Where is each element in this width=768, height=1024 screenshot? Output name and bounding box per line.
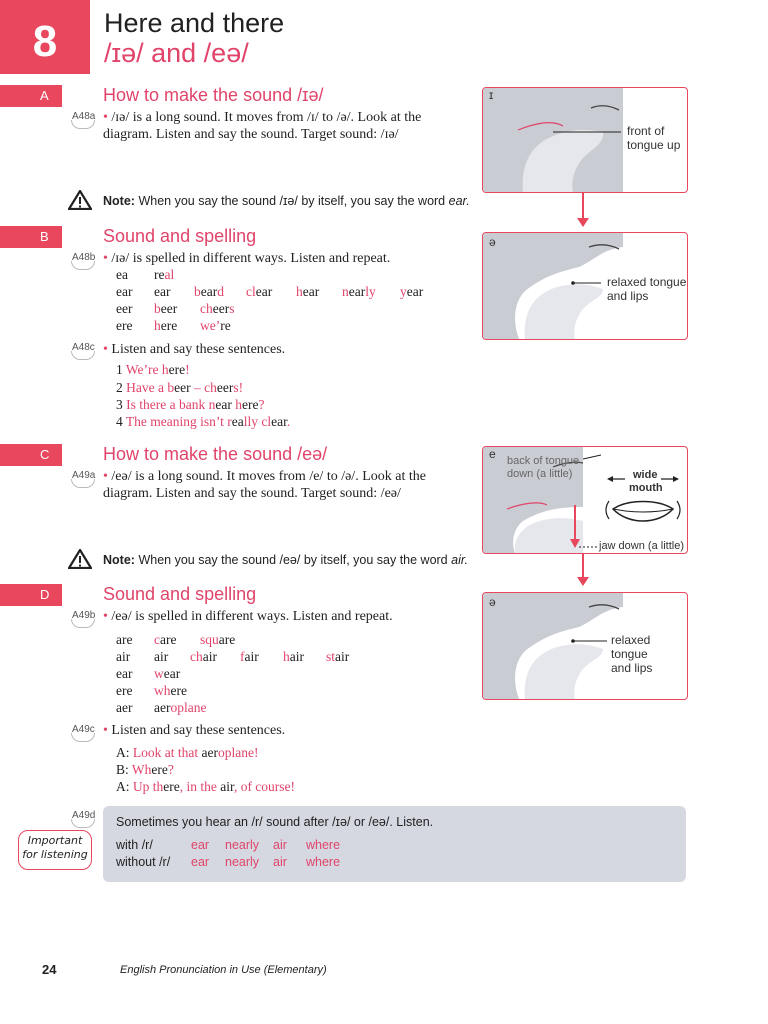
spelling-word: fair <box>240 649 259 664</box>
audio-track-a49a[interactable]: A49a <box>72 470 96 481</box>
spelling-label: ea <box>116 267 128 282</box>
spelling-label: air <box>116 649 131 664</box>
with-r-label: with /r/ <box>116 838 153 852</box>
section-a-heading: How to make the sound /ɪə/ <box>103 85 324 105</box>
audio-track-a48a[interactable]: A48a <box>72 111 96 122</box>
dialogue-line-3: A: Up there, in the air, of course! <box>116 779 296 794</box>
spelling-word: stair <box>326 649 350 664</box>
spelling-label: are <box>116 632 133 647</box>
spelling-word: air <box>154 649 169 664</box>
listen-word: ear <box>191 838 210 852</box>
spelling-word: hair <box>283 649 304 664</box>
dialogue-line-2: B: Where? <box>116 762 174 777</box>
diagram-label-jaw: jaw down (a little) <box>599 540 684 552</box>
section-b-intro2: • Listen and say these sentences. <box>103 342 286 357</box>
diagram-schwa-sound <box>482 232 688 340</box>
listen-word: where <box>306 855 341 869</box>
sentence-2: 2 Have a beer – cheers! <box>116 380 244 395</box>
listen-word: nearly <box>225 855 260 869</box>
listen-word: nearly <box>225 838 260 852</box>
audio-track-a48c[interactable]: A48c <box>72 342 95 353</box>
unit-subtitle: /ɪə/ and /eə/ <box>104 38 249 68</box>
arrow-head-icon <box>577 218 589 227</box>
bullet-icon: • <box>103 723 108 738</box>
section-c-tab: C <box>0 444 62 466</box>
spelling-word: hear <box>296 284 320 299</box>
spelling-word: wear <box>154 666 181 681</box>
diagram-label: relaxed tongue and lips <box>611 633 653 675</box>
sentence-3: 3 Is there a bank near here? <box>116 397 265 412</box>
spelling-label: ere <box>116 318 133 333</box>
spelling-word: aeroplane <box>154 700 207 715</box>
listen-word: where <box>306 838 341 852</box>
unit-number: 8 <box>32 17 58 66</box>
spelling-word: ear <box>154 284 171 299</box>
bullet-icon: • <box>103 110 108 125</box>
arrow-head-icon <box>577 577 589 586</box>
section-d-intro2: • Listen and say these sentences. <box>103 723 286 738</box>
bullet-icon: • <box>103 609 108 624</box>
book-title: English Pronunciation in Use (Elementary) <box>120 964 327 976</box>
spelling-word: beer <box>154 301 178 316</box>
spelling-word: square <box>200 632 236 647</box>
section-a-note: Note: When you say the sound /ɪə/ by itself, you say the word ear. <box>103 194 470 208</box>
spelling-word: cheers <box>200 301 235 316</box>
spelling-label: aer <box>116 700 133 715</box>
audio-track-a48b[interactable]: A48b <box>72 252 96 263</box>
section-a-text: • /ɪə/ is a long sound. It moves from /ɪ/ to /ə/. Look at the diagram. Listen and say the sound. Target sound: /ɪə/ <box>103 110 422 142</box>
spelling-word: year <box>400 284 424 299</box>
diagram-label-wide: wide <box>633 469 658 481</box>
sentence-4: 4 The meaning isn’t really clear. <box>116 414 291 429</box>
spelling-label: ear <box>116 666 133 681</box>
unit-title: Here and there <box>104 8 285 38</box>
diagram-label: relaxed tongue and lips <box>607 275 687 303</box>
diagram-e-sound <box>482 446 688 554</box>
diagram-symbol: ə <box>489 595 496 609</box>
bullet-icon: • <box>103 342 108 357</box>
bullet-icon: • <box>103 469 108 484</box>
without-r-label: without /r/ <box>116 855 171 869</box>
diagram-ih-sound <box>482 87 688 193</box>
listen-word: air <box>273 855 287 869</box>
listening-intro: Sometimes you hear an /r/ sound after /ɪə/ or /eə/. Listen. <box>116 815 434 829</box>
diagram-symbol: ə <box>489 235 496 249</box>
bullet-icon: • <box>103 251 108 266</box>
listen-word: ear <box>191 855 210 869</box>
warning-icon <box>68 549 92 569</box>
audio-track-a49c[interactable]: A49c <box>72 724 95 735</box>
diagram-label: front of tongue up <box>627 124 681 152</box>
section-c-text: • /eə/ is a long sound. It moves from /e/ to /ə/. Look at the diagram. Listen and say the sound. Target sound: /eə/ <box>103 469 426 501</box>
section-d-intro: • /eə/ is spelled in different ways. Listen and repeat. <box>103 609 393 624</box>
section-d-tab: D <box>0 584 62 606</box>
spelling-word: here <box>154 318 178 333</box>
spelling-word: nearly <box>342 284 376 299</box>
spelling-word: clear <box>246 284 273 299</box>
section-b-intro: • /ɪə/ is spelled in different ways. Listen and repeat. <box>103 251 391 266</box>
warning-icon <box>68 190 92 210</box>
spelling-word: real <box>154 267 175 282</box>
audio-track-a49d[interactable]: A49d <box>72 810 96 821</box>
spelling-label: ear <box>116 284 133 299</box>
spelling-word: where <box>154 683 187 698</box>
section-b-tab: B <box>0 226 62 248</box>
spelling-word: care <box>154 632 177 647</box>
diagram-symbol: ɪ <box>489 88 494 102</box>
arrow-down-icon <box>582 193 584 218</box>
sentence-1: 1 We’re here! <box>116 362 190 377</box>
spelling-word: chair <box>190 649 217 664</box>
section-c-heading: How to make the sound /eə/ <box>103 444 328 464</box>
section-a-tab: A <box>0 85 62 107</box>
diagram-symbol: e <box>489 447 496 461</box>
diagram-label-mouth: mouth <box>629 482 663 494</box>
section-d-heading: Sound and spelling <box>103 584 257 604</box>
audio-track-a49b[interactable]: A49b <box>72 610 96 621</box>
spelling-word: beard <box>194 284 224 299</box>
listen-word: air <box>273 838 287 852</box>
diagram-label-back-of-tongue: back of tongue down (a little) <box>507 455 580 480</box>
arrow-down-icon <box>582 553 584 577</box>
page-number: 24 <box>42 962 57 977</box>
spelling-word: we’re <box>200 318 231 333</box>
diagram-schwa-sound-2 <box>482 592 688 700</box>
section-c-note: Note: When you say the sound /eə/ by itself, you say the word air. <box>103 553 469 567</box>
spelling-label: eer <box>116 301 133 316</box>
section-b-heading: Sound and spelling <box>103 226 257 246</box>
spelling-label: ere <box>116 683 133 698</box>
sticker-text: Important for listening <box>22 834 88 861</box>
dialogue-line-1: A: Look at that aeroplane! <box>116 745 259 760</box>
